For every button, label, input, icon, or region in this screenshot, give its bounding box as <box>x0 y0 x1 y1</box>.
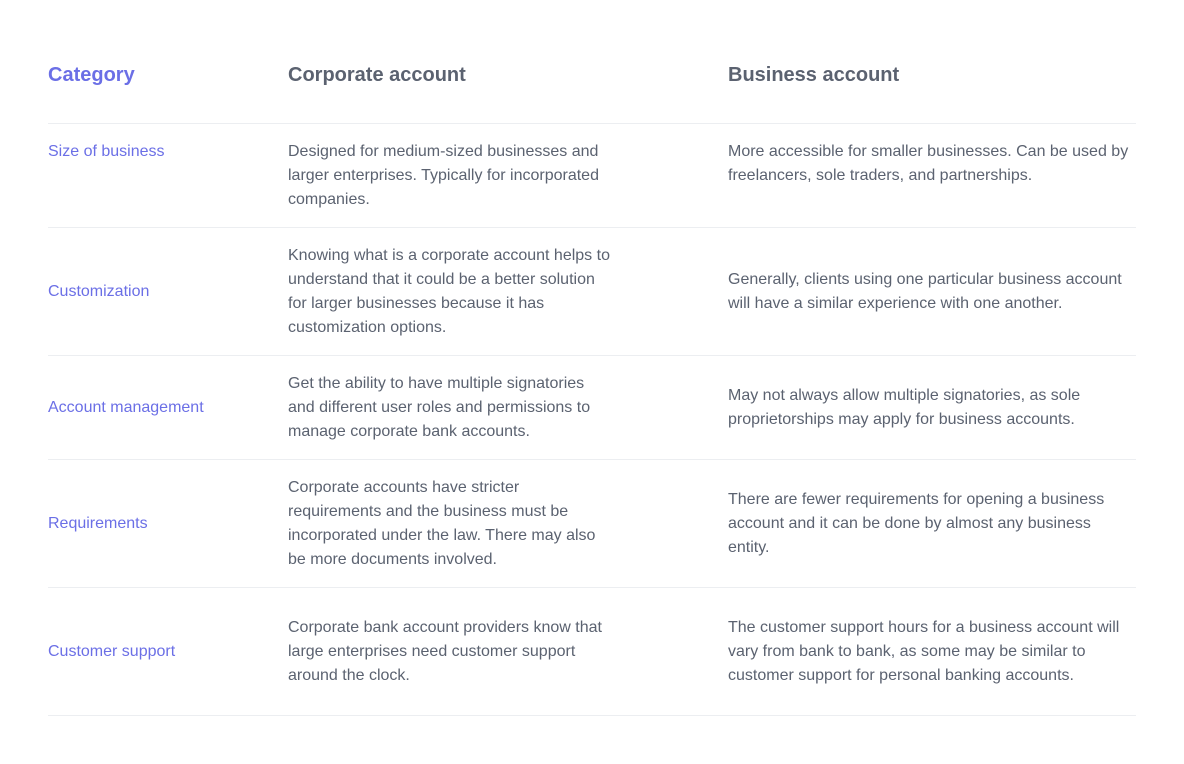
row-corporate-text: Designed for medium-sized businesses and larger enterprises. Typically for incorporated companies. <box>288 143 599 208</box>
table-row <box>48 124 1136 228</box>
header-category: Category <box>48 64 135 86</box>
comparison-table <box>48 50 1136 716</box>
row-corporate-text: Corporate bank account providers know that large enterprises need customer support around the clock. <box>288 618 602 684</box>
row-corporate-text: Corporate accounts have stricter requirements and the business must be incorporated under the law. There may also be more documents involved. <box>288 478 596 568</box>
row-corporate-text: Get the ability to have multiple signatories and different user roles and permissions to manage corporate bank accounts. <box>288 374 591 440</box>
header-business-account: Business account <box>728 64 900 86</box>
row-category: Account management <box>48 398 204 416</box>
row-business-text: May not always allow multiple signatories, as sole proprietorships may apply for business accounts. <box>728 386 1081 428</box>
row-category: Size of business <box>48 143 165 160</box>
table-header-row <box>48 50 1136 124</box>
header-corporate-account: Corporate account <box>288 64 466 86</box>
row-business-text: The customer support hours for a business account will vary from bank to bank, as some may be similar to customer support for personal banking accounts. <box>728 618 1120 684</box>
table-row <box>48 588 1136 716</box>
row-category: Customization <box>48 282 150 300</box>
row-business-text: Generally, clients using one particular business account will have a similar experience with one another. <box>728 270 1122 312</box>
table-row <box>48 460 1136 588</box>
row-business-text: There are fewer requirements for opening a business account and it can be done by almost any business entity. <box>728 490 1105 556</box>
row-business-text: More accessible for smaller businesses. Can be used by freelancers, sole traders, and partnerships. <box>728 143 1129 184</box>
row-category: Customer support <box>48 642 176 660</box>
table-row <box>48 356 1136 460</box>
table-row <box>48 228 1136 356</box>
row-corporate-text: Knowing what is a corporate account helps to understand that it could be a better solution for larger businesses because it has customization options. <box>288 246 610 336</box>
row-category: Requirements <box>48 514 148 532</box>
